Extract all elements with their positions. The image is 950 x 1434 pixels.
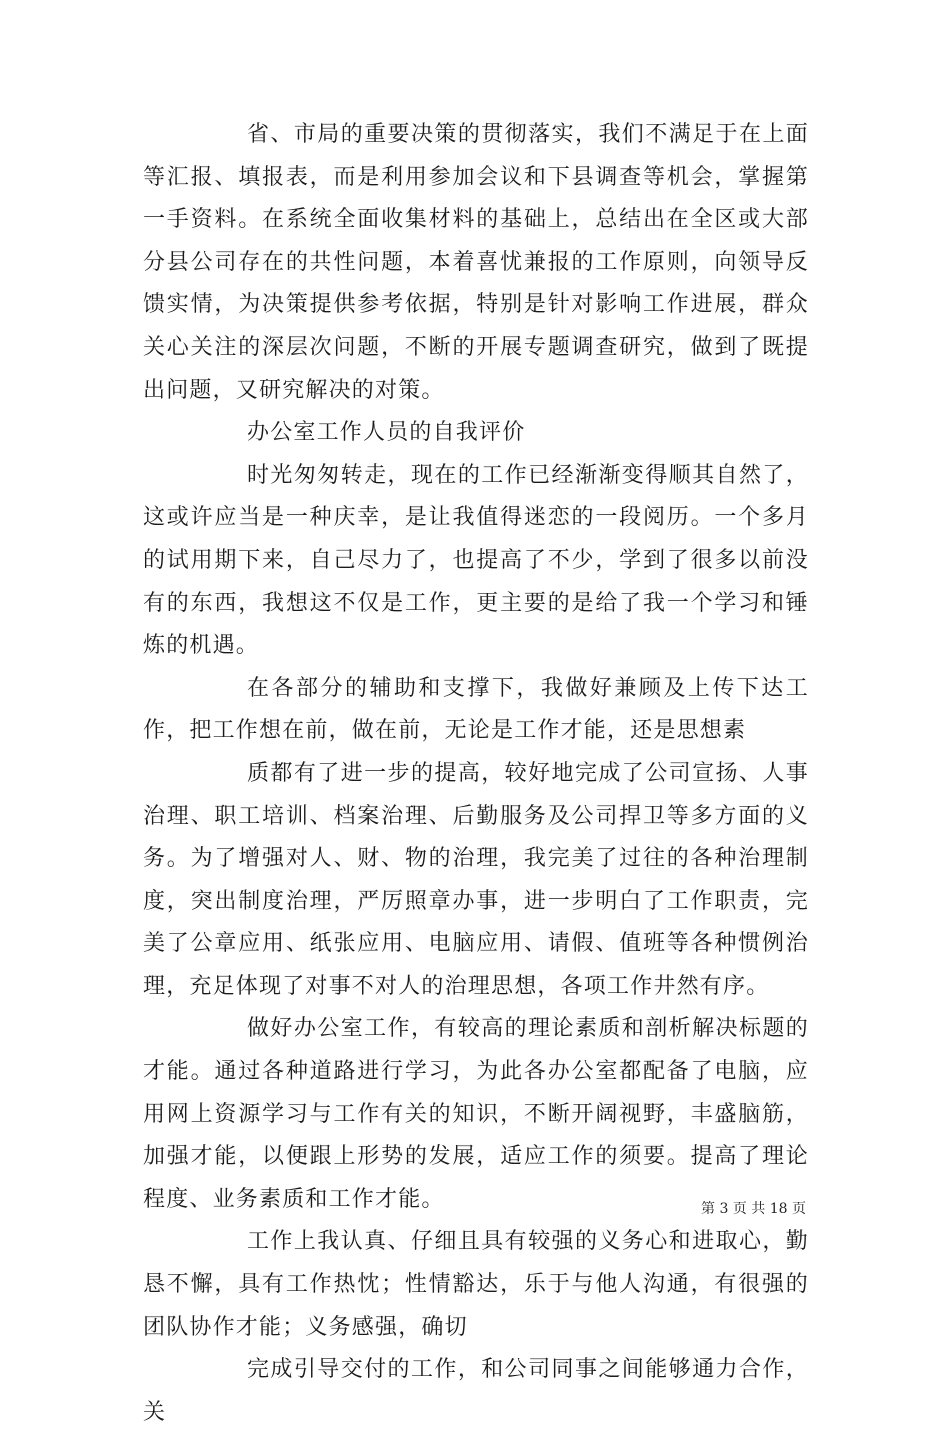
paragraph-5: 做好办公室工作，有较高的理论素质和剖析解决标题的才能。通过各种道路进行学习，为此各办公室都配备了电脑，应用网上资源学习与工作有关的知识，不断开阔视野，丰盛脑筋，加强才能，以便跟上形势的发展，适应工作的须要。提高了理论程度、业务素质和工作才能。 bbox=[143, 1016, 809, 1212]
paragraph-6: 工作上我认真、仔细且具有较强的义务心和进取心，勤恳不懈，具有工作热忱；性情豁达，乐于与他人沟通，有很强的团队协作才能；义务感强，确切 bbox=[143, 1229, 809, 1340]
paragraph-1: 省、市局的重要决策的贯彻落实，我们不满足于在上面等汇报、填报表，而是利用参加会议和下县调查等机会，掌握第一手资料。在系统全面收集材料的基础上，总结出在全区或大部分县公司存在的共性问题，本着喜忧兼报的工作原则，向领导反馈实情，为决策提供参考依据，特别是针对影响工作进展，群众关心关注的深层次问题，不断的开展专题调查研究，做到了既提出问题，又研究解决的对策。 bbox=[143, 122, 809, 403]
paragraph-3: 在各部分的辅助和支撑下，我做好兼顾及上传下达工作，把工作想在前，做在前，无论是工作才能，还是思想素 bbox=[143, 675, 809, 744]
section-heading: 办公室工作人员的自我评价 bbox=[247, 420, 526, 446]
document-body bbox=[143, 114, 809, 1434]
paragraph-2: 时光匆匆转走，现在的工作已经渐渐变得顺其自然了，这或许应当是一种庆幸，是让我值得迷恋的一段阅历。一个多月的试用期下来，自己尽力了，也提高了不少，学到了很多以前没有的东西，我想这不仅是工作，更主要的是给了我一个学习和锤炼的机遇。 bbox=[143, 462, 809, 659]
paragraph-4: 质都有了进一步的提高，较好地完成了公司宣扬、人事治理、职工培训、档案治理、后勤服务及公司捍卫等多方面的义务。为了增强对人、财、物的治理，我完美了过往的各种治理制度，突出制度治理，严厉照章办事，进一步明白了工作职责，完美了公章应用、纸张应用、电脑应用、请假、值班等各种惯例治理，充足体现了对事不对人的治理思想，各项工作井然有序。 bbox=[143, 760, 809, 999]
page-number-footer: 第 3 页 共 18 页 bbox=[701, 1201, 806, 1217]
paragraph-7: 完成引导交付的工作，和公司同事之间能够通力合作，关 bbox=[143, 1357, 809, 1425]
